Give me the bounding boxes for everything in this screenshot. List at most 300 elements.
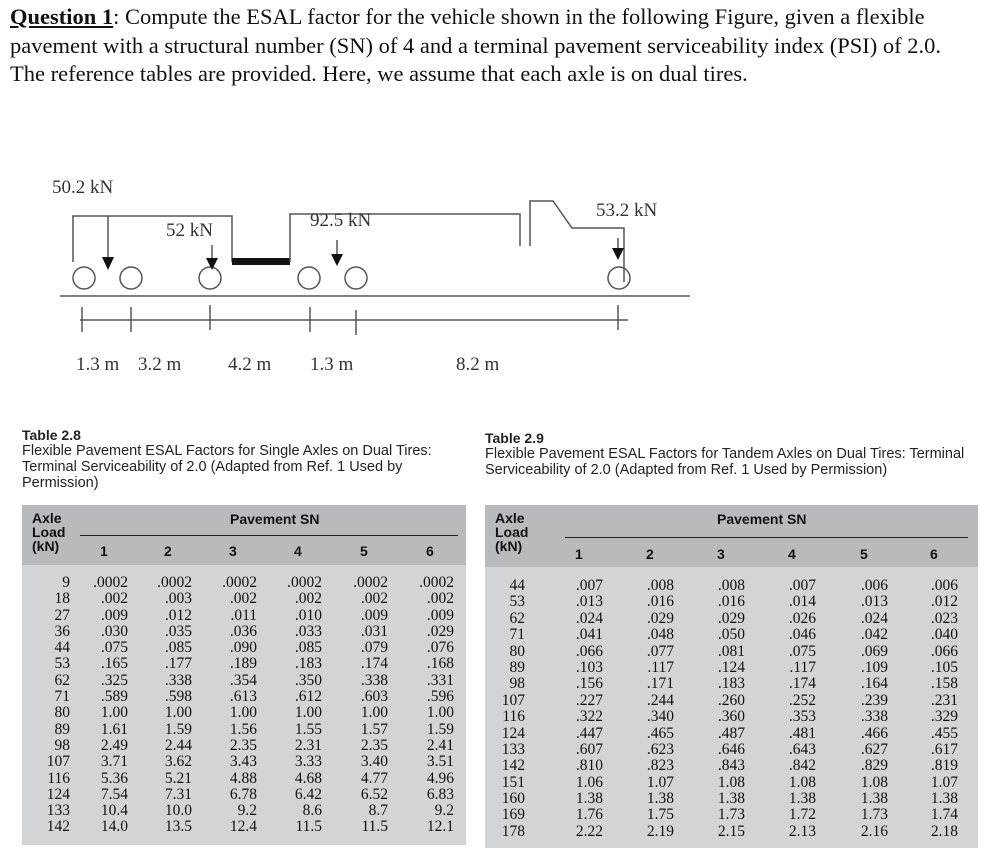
axle-load-header: Axle Load (kN) [495,510,529,554]
table-row [485,791,978,807]
axle-load-cell: 124 [501,724,525,742]
esal-factor-cell: .030 [100,622,128,640]
esal-factor-cell: 1.00 [100,704,128,722]
table-number: Table 2.8 [22,427,81,443]
axle-load-cell: 107 [501,691,525,709]
axle-load-cell: 169 [501,806,525,824]
esal-factor-cell: 9.2 [237,802,257,820]
table-row [485,660,978,676]
esal-factor-cell: .627 [860,740,888,758]
esal-factor-cell: .085 [164,639,192,657]
axle-load-cell: 116 [502,708,525,726]
table-header [485,505,978,567]
axle-load-cell: 27 [54,606,70,624]
esal-factor-cell: 4.77 [360,769,388,787]
esal-factor-cell: .036 [229,622,257,640]
axle-load-cell: 36 [54,622,70,640]
axle-load-cell: 89 [54,720,70,738]
esal-factor-cell: .035 [164,622,192,640]
esal-factor-cell: .081 [717,642,745,660]
esal-factor-cell: 1.08 [717,773,745,791]
esal-factor-cell: .168 [426,655,454,673]
table-row [22,624,466,640]
esal-factor-cell: .171 [646,675,674,693]
table-row [485,693,978,709]
esal-factor-cell: .353 [788,708,816,726]
axle-load-header: Axle Load (kN) [32,510,66,554]
esal-factor-cell: 13.5 [164,818,192,836]
esal-factor-cell: 1.00 [360,704,388,722]
header-rule [565,537,968,538]
esal-factor-cell: .103 [575,658,603,676]
esal-factor-cell: 7.54 [100,785,128,803]
esal-factor-cell: .158 [930,675,958,693]
axle-load-cell: 53 [509,593,525,611]
esal-factor-cell: .008 [717,577,745,594]
esal-factor-cell: 2.49 [100,736,128,754]
axle-load-cell: 89 [509,658,525,676]
esal-factor-cell: 2.16 [860,822,888,840]
esal-factor-cell: .085 [294,639,322,657]
esal-factor-cell: 1.00 [294,704,322,722]
esal-factor-cell: .329 [930,708,958,726]
sn-column-header: 6 [930,546,938,562]
esal-factor-cell: .260 [717,691,745,709]
table-row [22,722,466,738]
esal-factor-cell: .029 [646,609,674,627]
esal-factor-cell: .189 [229,655,257,673]
esal-factor-cell: 1.56 [229,720,257,738]
esal-factor-cell: 11.5 [361,818,388,836]
esal-factor-cell: 1.59 [426,720,454,738]
esal-factor-cell: .046 [788,626,816,644]
table-row [485,644,978,660]
esal-factor-cell: 2.35 [229,736,257,754]
esal-factor-cell: 4.68 [294,769,322,787]
esal-factor-cell: 12.1 [426,818,454,836]
esal-factor-cell: 1.38 [717,790,745,808]
esal-factor-cell: .842 [788,757,816,775]
esal-factor-cell: 1.38 [788,790,816,808]
esal-factor-cell: 1.75 [646,806,674,824]
esal-factor-cell: 5.36 [100,769,128,787]
table-row [22,640,466,656]
esal-factor-cell: .174 [360,655,388,673]
esal-factor-cell: 1.38 [646,790,674,808]
table-2-9 [485,505,978,848]
esal-factor-cell: .003 [164,590,192,608]
esal-factor-cell: .024 [575,609,603,627]
question-body: : Compute the ESAL factor for the vehicle shown in the following Figure, given a flexible pavement with a structural number (SN) of 4 and a terminal pavement serviceability index (PSI) of 2.0. The reference tables are provided. Here, we assume that each axle is on dual tires. [10,4,941,86]
spacing-label: 8.2 m [456,354,500,375]
sn-column-header: 4 [788,546,796,562]
esal-factor-cell: .002 [229,590,257,608]
esal-factor-cell: 1.72 [788,806,816,824]
esal-factor-cell: 1.00 [229,704,257,722]
esal-factor-cell: .252 [788,691,816,709]
axle-load-cell: 53 [54,655,70,673]
table-row [485,742,978,758]
esal-factor-cell: .011 [230,606,257,624]
axle-load-cell: 142 [501,757,525,775]
esal-factor-cell: .009 [100,606,128,624]
esal-factor-cell: .016 [646,593,674,611]
esal-factor-cell: .231 [930,691,958,709]
axle-load-cell: 18 [54,590,70,608]
esal-factor-cell: 6.83 [426,785,454,803]
axle-load-cell: 142 [46,818,70,836]
esal-factor-cell: .077 [646,642,674,660]
esal-factor-cell: .810 [575,757,603,775]
esal-factor-cell: 14.0 [100,818,128,836]
esal-factor-cell: .165 [100,655,128,673]
esal-factor-cell: .031 [360,622,388,640]
esal-factor-cell: 1.06 [575,773,603,791]
esal-factor-cell: .0002 [287,574,322,591]
table-row [485,594,978,610]
spacing-label: 1.3 m [310,354,354,375]
esal-factor-cell: .008 [646,577,674,594]
table-body [485,578,978,840]
esal-factor-cell: .338 [860,708,888,726]
table-row [22,705,466,721]
sn-column-header: 3 [229,543,237,559]
axle-load-cell: 98 [509,675,525,693]
sn-column-header: 5 [360,543,368,559]
table-row [22,738,466,754]
esal-factor-cell: .009 [426,606,454,624]
table-header [22,505,466,565]
esal-factor-cell: 3.51 [426,753,454,771]
esal-factor-cell: 1.73 [860,806,888,824]
table-row [22,591,466,607]
esal-factor-cell: 2.35 [360,736,388,754]
esal-factor-cell: .012 [164,606,192,624]
spacing-label: 1.3 m [76,354,120,375]
esal-factor-cell: .029 [717,609,745,627]
sn-column-header: 6 [426,543,434,559]
esal-factor-cell: .0002 [419,574,454,591]
esal-factor-cell: 1.74 [930,806,958,824]
esal-factor-cell: .041 [575,626,603,644]
esal-factor-cell: 1.73 [717,806,745,824]
esal-factor-cell: 6.42 [294,785,322,803]
esal-factor-cell: .613 [229,688,257,706]
wheels [73,267,630,289]
esal-factor-cell: .177 [164,655,192,673]
esal-factor-cell: .012 [930,593,958,611]
table-2-8 [22,505,466,845]
question-text [10,3,980,89]
esal-factor-cell: 4.96 [426,769,454,787]
esal-factor-cell: .340 [646,708,674,726]
esal-factor-cell: 1.07 [646,773,674,791]
esal-factor-cell: 7.31 [164,785,192,803]
esal-factor-cell: .105 [930,658,958,676]
table-row [22,771,466,787]
load-label: 52 kN [166,220,213,241]
esal-factor-cell: .0002 [353,574,388,591]
esal-factor-cell: .016 [717,593,745,611]
esal-factor-cell: .455 [930,724,958,742]
esal-factor-cell: .481 [788,724,816,742]
esal-factor-cell: 2.44 [164,736,192,754]
table-row [485,775,978,791]
table-row [485,676,978,692]
axle-load-cell: 124 [46,785,70,803]
esal-factor-cell: .350 [294,671,322,689]
axle-load-cell: 71 [509,626,525,644]
esal-factor-cell: .643 [788,740,816,758]
esal-factor-cell: .598 [164,688,192,706]
table-row [485,611,978,627]
table-row [485,709,978,725]
esal-factor-cell: .617 [930,740,958,758]
table-row [22,656,466,672]
esal-factor-cell: .109 [860,658,888,676]
load-arrows [102,248,624,270]
esal-factor-cell: .466 [860,724,888,742]
spacing-label: 3.2 m [138,354,182,375]
esal-factor-cell: 1.61 [100,720,128,738]
esal-factor-cell: .042 [860,626,888,644]
vehicle-axle-diagram [0,150,700,390]
axle-load-cell: 62 [509,609,525,627]
axle-load-cell: 44 [54,639,70,657]
esal-factor-cell: .338 [164,671,192,689]
esal-factor-cell: .447 [575,724,603,742]
table-row [485,758,978,774]
esal-factor-cell: 1.55 [294,720,322,738]
axle-load-cell: 98 [54,736,70,754]
axle-load-cell: 107 [46,753,70,771]
esal-factor-cell: 2.19 [646,822,674,840]
esal-factor-cell: 1.00 [164,704,192,722]
esal-factor-cell: .183 [294,655,322,673]
esal-factor-cell: .0002 [222,574,257,591]
pavement-sn-header: Pavement SN [230,511,320,527]
esal-factor-cell: .612 [294,688,322,706]
esal-factor-cell: .079 [360,639,388,657]
esal-factor-cell: .014 [788,593,816,611]
load-label: 50.2 kN [52,177,114,198]
esal-factor-cell: .048 [646,626,674,644]
axle-load-cell: 9 [62,574,70,591]
esal-factor-cell: 12.4 [229,818,257,836]
esal-factor-cell: 3.43 [229,753,257,771]
load-label: 53.2 kN [596,200,658,221]
header-rule [80,535,458,536]
esal-factor-cell: 2.22 [575,822,603,840]
esal-factor-cell: 3.40 [360,753,388,771]
esal-factor-cell: .010 [294,606,322,624]
esal-factor-cell: 2.41 [426,736,454,754]
esal-factor-cell: .075 [788,642,816,660]
esal-factor-cell: .325 [100,671,128,689]
spacing-label: 4.2 m [228,354,272,375]
table-row [22,819,466,835]
esal-factor-cell: .117 [789,658,816,676]
esal-factor-cell: .823 [646,757,674,775]
esal-factor-cell: .829 [860,757,888,775]
esal-factor-cell: .623 [646,740,674,758]
esal-factor-cell: 1.59 [164,720,192,738]
esal-factor-cell: .002 [360,590,388,608]
esal-factor-cell: .322 [575,708,603,726]
esal-factor-cell: .076 [426,639,454,657]
axle-load-cell: 133 [46,802,70,820]
esal-factor-cell: .244 [646,691,674,709]
table-row [22,787,466,803]
axle-load-cell: 116 [47,769,70,787]
esal-factor-cell: .050 [717,626,745,644]
sn-column-header: 1 [575,546,583,562]
esal-factor-cell: 1.08 [860,773,888,791]
esal-factor-cell: .596 [426,688,454,706]
esal-factor-cell: .338 [360,671,388,689]
esal-factor-cell: .023 [930,609,958,627]
esal-factor-cell: .117 [647,658,674,676]
table-row [485,824,978,840]
axle-load-cell: 151 [501,773,525,791]
esal-factor-cell: .006 [860,577,888,594]
esal-factor-cell: 1.76 [575,806,603,824]
table-row [485,726,978,742]
esal-factor-cell: 3.62 [164,753,192,771]
esal-factor-cell: .007 [575,577,603,594]
esal-factor-cell: .465 [646,724,674,742]
esal-factor-cell: .007 [788,577,816,594]
table-number: Table 2.9 [485,430,544,446]
table-2-8-caption [22,427,462,491]
esal-factor-cell: .002 [100,590,128,608]
esal-factor-cell: 10.4 [100,802,128,820]
esal-factor-cell: 1.57 [360,720,388,738]
esal-factor-cell: .002 [294,590,322,608]
esal-factor-cell: 11.5 [295,818,322,836]
esal-factor-cell: 5.21 [164,769,192,787]
table-row [22,754,466,770]
esal-factor-cell: .227 [575,691,603,709]
esal-factor-cell: .066 [575,642,603,660]
table-row [22,689,466,705]
axle-load-cell: 160 [501,790,525,808]
pavement-sn-header: Pavement SN [717,511,807,527]
esal-factor-cell: .589 [100,688,128,706]
esal-factor-cell: 9.2 [434,802,454,820]
esal-factor-cell: .040 [930,626,958,644]
table-row [485,578,978,594]
esal-factor-cell: 1.38 [575,790,603,808]
esal-factor-cell: 2.18 [930,822,958,840]
table-row [485,627,978,643]
esal-factor-cell: .156 [575,675,603,693]
esal-factor-cell: .646 [717,740,745,758]
esal-factor-cell: .607 [575,740,603,758]
esal-factor-cell: 2.13 [788,822,816,840]
table-row [22,673,466,689]
sn-column-header: 5 [860,546,868,562]
esal-factor-cell: 1.38 [930,790,958,808]
table-row [22,803,466,819]
sn-column-header: 2 [164,543,172,559]
esal-factor-cell: .124 [717,658,745,676]
esal-factor-cell: .354 [229,671,257,689]
esal-factor-cell: .033 [294,622,322,640]
esal-factor-cell: 1.08 [788,773,816,791]
question-label: Question 1 [10,4,114,29]
esal-factor-cell: 1.00 [426,704,454,722]
esal-factor-cell: .069 [860,642,888,660]
table-row [485,807,978,823]
axle-load-cell: 62 [54,671,70,689]
esal-factor-cell: 4.88 [229,769,257,787]
esal-factor-cell: .090 [229,639,257,657]
axle-load-cell: 133 [501,740,525,758]
esal-factor-cell: .066 [930,642,958,660]
esal-factor-cell: 1.38 [860,790,888,808]
sn-column-header: 1 [100,543,108,559]
load-label: 92.5 kN [310,210,372,231]
sn-column-header: 4 [294,543,302,559]
esal-factor-cell: .029 [426,622,454,640]
esal-factor-cell: 1.07 [930,773,958,791]
axle-load-cell: 178 [501,822,525,840]
esal-factor-cell: 2.15 [717,822,745,840]
esal-factor-cell: .174 [788,675,816,693]
axle-load-cell: 80 [509,642,525,660]
table-title: Flexible Pavement ESAL Factors for Single Axles on Dual Tires: Terminal Serviceability of 2.0 (Adapted from Ref. 1 Used by Permission) [22,443,432,491]
esal-factor-cell: .164 [860,675,888,693]
sn-column-header: 3 [717,546,725,562]
esal-factor-cell: .487 [717,724,745,742]
esal-factor-cell: .360 [717,708,745,726]
esal-factor-cell: .0002 [157,574,192,591]
esal-factor-cell: .026 [788,609,816,627]
esal-factor-cell: .013 [575,593,603,611]
table-title: Flexible Pavement ESAL Factors for Tandem Axles on Dual Tires: Terminal Serviceability of 2.0 (Adapted from Ref. 1 Used by Permission) [485,446,965,478]
esal-factor-cell: .819 [930,757,958,775]
esal-factor-cell: 6.78 [229,785,257,803]
esal-factor-cell: .006 [930,577,958,594]
table-2-9-caption [485,430,965,478]
esal-factor-cell: 10.0 [164,802,192,820]
esal-factor-cell: .239 [860,691,888,709]
esal-factor-cell: .075 [100,639,128,657]
esal-factor-cell: 3.33 [294,753,322,771]
esal-factor-cell: .843 [717,757,745,775]
sn-column-header: 2 [646,546,654,562]
esal-factor-cell: .183 [717,675,745,693]
esal-factor-cell: .009 [360,606,388,624]
axle-load-cell: 44 [509,577,525,594]
esal-factor-cell: .603 [360,688,388,706]
esal-factor-cell: 6.52 [360,785,388,803]
table-row [22,575,466,591]
esal-factor-cell: .013 [860,593,888,611]
esal-factor-cell: .002 [426,590,454,608]
axle-load-cell: 71 [54,688,70,706]
esal-factor-cell: .331 [426,671,454,689]
esal-factor-cell: .0002 [93,574,128,591]
esal-factor-cell: .024 [860,609,888,627]
axle-load-cell: 80 [54,704,70,722]
hitch-bar [232,258,290,265]
esal-factor-cell: 3.71 [100,753,128,771]
table-body [22,575,466,836]
esal-factor-cell: 2.31 [294,736,322,754]
table-row [22,608,466,624]
